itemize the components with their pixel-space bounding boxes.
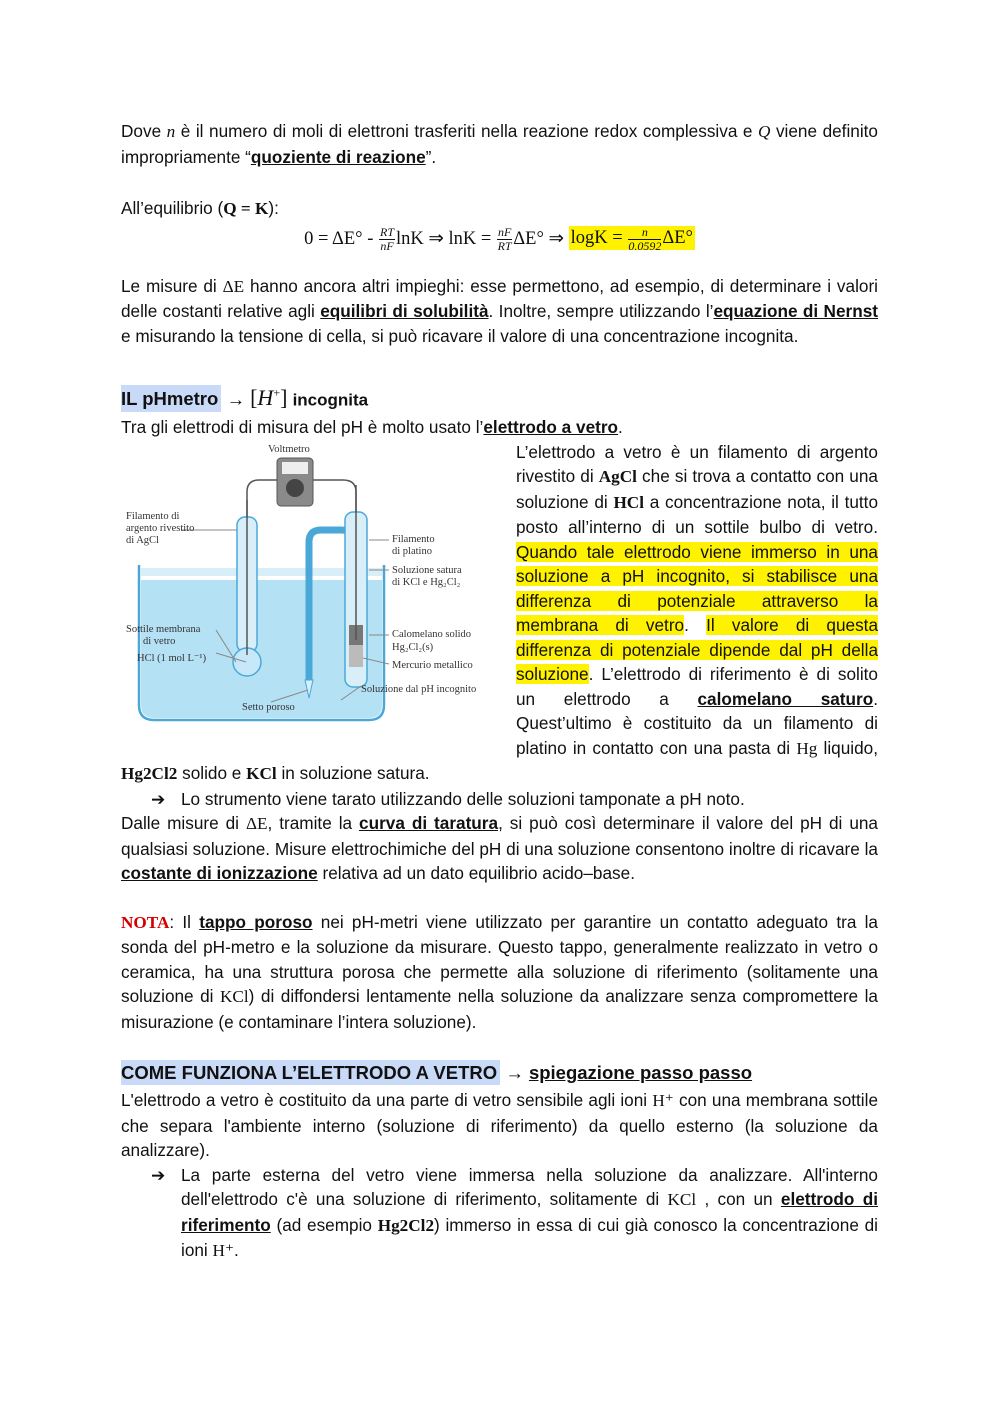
text: in soluzione satura.	[276, 763, 430, 784]
text: L’elettrodo a vetro è un filamento di argento rivestito di	[516, 441, 878, 487]
label-hcl: HCl (1 mol L⁻¹)	[137, 652, 207, 664]
text: All’equilibrio (	[121, 198, 224, 218]
text: .	[234, 1240, 239, 1261]
page-content	[121, 119, 878, 1264]
formula-hcl: HCl	[613, 492, 644, 512]
symbol-h: H	[257, 385, 274, 411]
term-elettrodo-a-vetro: elettrodo a vetro	[483, 417, 619, 438]
text: Dove	[121, 121, 167, 141]
eq-part: logK =	[570, 228, 628, 249]
text: Le misure di	[121, 275, 223, 296]
ph-meter-diagram	[121, 440, 503, 758]
text: . L’elettrodo di riferimento è di solito un elettrodo a	[516, 664, 878, 709]
fraction-rt-nf	[379, 226, 395, 253]
eq-part: ΔE°	[662, 228, 693, 249]
text: e misurando la tensione di cella, si può ricavare il valore di una concentrazione incognita.	[121, 325, 799, 346]
term-spiegazione-passo-passo: spiegazione passo passo	[528, 1062, 753, 1084]
term-tappo-poroso: tappo poroso	[199, 911, 313, 932]
heading-title: IL pHmetro	[121, 385, 221, 412]
text: liquido,	[817, 737, 878, 758]
label-filamento-platino: Filamento	[392, 533, 435, 545]
text: ) immerso in essa di cui già conosco la concentrazione di ioni	[181, 1214, 878, 1261]
note-porous-cap	[121, 910, 878, 1035]
paragraph-calibration-curve	[121, 811, 878, 886]
equilibrium-equation	[121, 226, 878, 253]
text: viene definito impropriamente “	[121, 121, 878, 167]
text: L'elettrodo a vetro è costituito da una parte di vetro sensibile agli ioni	[121, 1090, 653, 1111]
frac-num: nF	[497, 224, 512, 239]
symbol-plus: +	[273, 386, 281, 400]
label-membrana: di vetro	[143, 635, 176, 647]
label-soluzione-satura: Soluzione satura	[392, 564, 462, 576]
term-equazione-di-nernst: equazione di Nernst	[713, 301, 879, 321]
frac-den: nF	[380, 238, 394, 253]
text: relativa ad un dato equilibrio acido–base.	[317, 863, 635, 884]
text: è il numero di moli di elettroni trasferiti nella reazione redox complessiva e	[175, 121, 758, 141]
term-calomelano-saturo: calomelano saturo	[697, 688, 874, 709]
condition-q-equals-k: Q = K	[223, 199, 269, 218]
label-setto-poroso: Setto poroso	[242, 701, 295, 713]
highlighted-logk-formula	[569, 224, 695, 253]
formula-hg2cl2: Hg2Cl2	[121, 764, 178, 784]
symbol-delta-e: ΔE	[245, 814, 268, 834]
eq-part: 0 = ΔE° -	[304, 228, 378, 249]
label-filamento-agcl: argento rivestito	[126, 522, 195, 534]
label-mercurio: Mercurio metallico	[392, 659, 473, 671]
frac-num: n	[628, 226, 661, 240]
highlight-depends-on-ph: Il valore di questa differenza di potenziale dipende dal pH della soluzione	[516, 615, 879, 685]
label-soluzione-satura: di KCl e Hg₂Cl₂	[392, 576, 461, 588]
arrow-icon: →	[226, 390, 245, 411]
figure-glass-electrode	[121, 440, 503, 758]
symbol-h-plus: H⁺	[212, 1241, 235, 1261]
text: La parte esterna del vetro viene immersa nella soluzione da analizzare. All'interno dell'elettrodo c'è una soluzione di riferimento, solitamente di	[181, 1164, 878, 1210]
fraction-nf-rt	[497, 226, 512, 253]
text: solido e	[177, 763, 247, 784]
text: , si può così determinare il valore del pH di una qualsiasi soluzione. Misure elettrochimiche del pH di una soluzione consentono inoltre di ricavare la	[121, 813, 878, 859]
text: ) di diffondersi lentamente nella soluzione da analizzare senza compromettere la misurazione (e contaminare l’intera soluzione).	[121, 986, 878, 1032]
note-label: NOTA	[121, 912, 170, 932]
term-elettrodo-di-riferimento: elettrodo di riferimento	[181, 1189, 878, 1235]
formula-kcl: KCl	[220, 987, 249, 1007]
arrow-bullet-icon: ➔	[151, 788, 166, 809]
label-voltmetro: Voltmetro	[268, 443, 310, 455]
term-costante-di-ionizzazione: costante di ionizzazione	[121, 863, 318, 884]
label-calomelano: Hg₂Cl₂(s)	[392, 641, 434, 653]
formula-hg: Hg	[796, 738, 818, 758]
frac-den: RT	[497, 238, 512, 253]
text: hanno ancora altri impieghi: esse permettono, ad esempio, di determinare i valori delle costanti relative agli	[121, 275, 878, 321]
wire-right	[311, 480, 356, 512]
symbol-h-plus: H⁺	[652, 1091, 674, 1111]
text: ):	[268, 198, 279, 218]
arrow-bullet-icon: ➔	[151, 1164, 166, 1185]
bullet-reference-solution	[121, 1163, 878, 1264]
section-heading-glass-electrode	[121, 1059, 878, 1088]
symbol-q: Q	[758, 122, 771, 141]
text: nei pH-metri viene utilizzato per garantire un contatto adeguato tra la sonda del pH-metro e la soluzione da misurare. Questo tappo, generalmente realizzato in vetro o ceramica, ha una struttura porosa che permette alla soluzione di riferimento (solitamente una soluzione di	[121, 911, 878, 1007]
symbol-n: n	[166, 122, 176, 141]
text: .	[684, 615, 707, 636]
text: Tra gli elettrodi di misura del pH è molto usato l’	[121, 417, 484, 438]
frac-den: 0.0592	[628, 238, 662, 253]
text: (ad esempio	[270, 1214, 378, 1235]
fraction-n-00592	[628, 226, 661, 253]
arrow-icon: →	[505, 1064, 524, 1085]
text: ”.	[425, 146, 437, 167]
text: : Il	[169, 911, 200, 932]
paragraph-glass-composition	[121, 1088, 878, 1163]
bullet-calibration	[121, 787, 878, 812]
term-equilibri-di-solubilita: equilibri di solubilità	[320, 301, 489, 321]
heading-suffix: incognita	[292, 390, 369, 410]
symbol-delta-e: ΔE	[222, 276, 245, 296]
mercury	[349, 645, 363, 667]
formula-kcl: KCl	[667, 1190, 697, 1210]
voltmeter-display	[282, 462, 308, 474]
equilibrium-intro	[121, 196, 878, 222]
heading-title: COME FUNZIONA L’ELETTRODO A VETRO	[121, 1060, 500, 1085]
paragraph-delta-e-uses	[121, 274, 878, 349]
label-soluzione-ph: Soluzione dal pH incognito	[361, 683, 477, 695]
eq-part: ΔE° ⇒	[513, 228, 569, 249]
label-filamento-agcl: Filamento di	[126, 510, 180, 522]
paragraph-electrode-intro	[121, 415, 878, 440]
text: , con un	[696, 1189, 781, 1210]
wire-left	[247, 480, 279, 517]
frac-num: RT	[379, 224, 394, 239]
label-filamento-platino: di platino	[392, 545, 432, 557]
text: . Inoltre, sempre utilizzando l’	[488, 301, 714, 321]
text: .	[618, 417, 623, 438]
highlight-potential-difference: Quando tale elettrodo viene immerso in una soluzione a pH incognito, si stabilisce una differenza di potenziale attraverso la membrana di vetro	[516, 541, 878, 636]
text: . Quest’ultimo è costituito da un filamento di platino in contatto con una pasta di	[516, 688, 878, 758]
label-filamento-agcl: di AgCl	[126, 534, 159, 546]
paragraph-nernst-definition	[121, 119, 878, 169]
label-calomelano: Calomelano solido	[392, 628, 472, 640]
formula-kcl: KCl	[246, 764, 277, 784]
text: a concentrazione nota, il tutto posto all’interno di un sottile bulbo di vetro.	[516, 491, 879, 538]
text: con una membrana sottile che separa l'ambiente interno (soluzione di riferimento) da quello esterno (la soluzione da analizzare).	[121, 1090, 878, 1161]
eq-part: lnK ⇒ lnK =	[396, 228, 496, 249]
voltmeter-knob	[286, 479, 304, 497]
figure-text-block	[121, 440, 878, 787]
term-curva-di-taratura: curva di taratura	[359, 813, 499, 834]
bracket-h-plus: [H+]	[250, 385, 288, 411]
text: , tramite la	[267, 813, 360, 834]
label-membrana: Sottile membrana	[126, 623, 201, 635]
term-quoziente-di-reazione: quoziente di reazione	[250, 146, 426, 167]
formula-hg2cl2: Hg2Cl2	[377, 1215, 435, 1235]
section-heading-phmetro	[121, 378, 878, 415]
text: Dalle misure di	[121, 813, 246, 834]
text: Lo strumento viene tarato utilizzando delle soluzioni tamponate a pH noto.	[181, 788, 745, 809]
text: che si trova a contatto con una soluzione di	[516, 466, 878, 512]
formula-agcl: AgCl	[598, 467, 637, 487]
